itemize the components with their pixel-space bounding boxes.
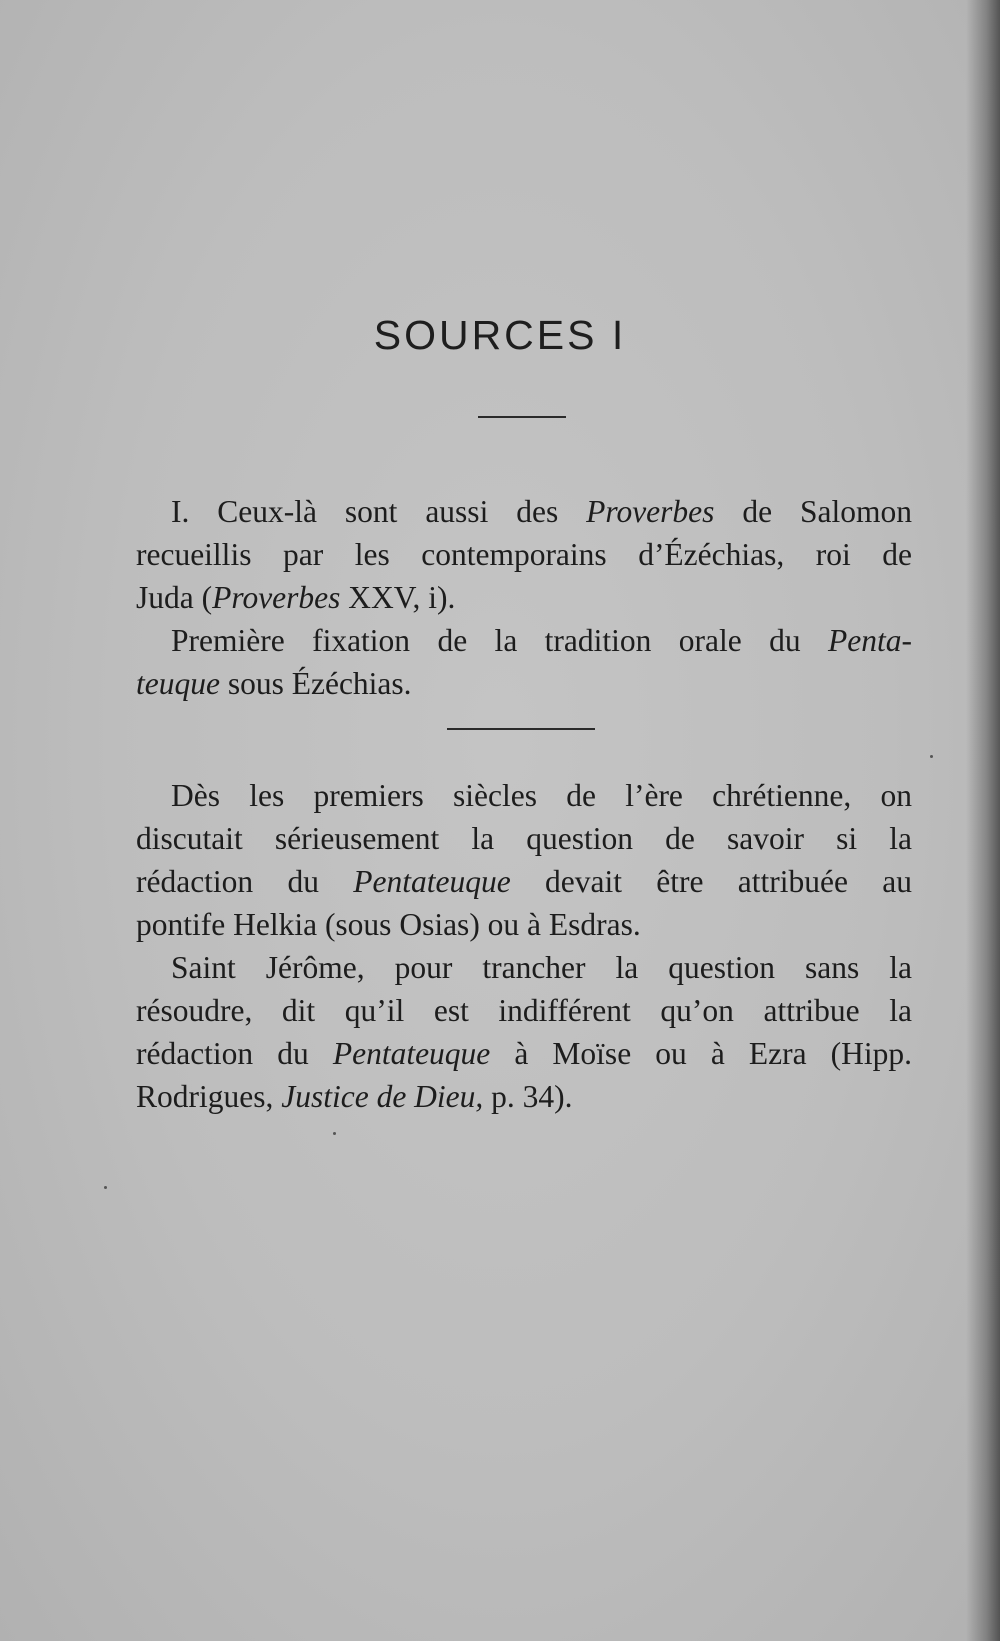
- text-line: [136, 490, 912, 533]
- text-run: pontife Helkia (sous Osias) ou à Esdras.: [136, 907, 641, 942]
- text-run: Juda (: [136, 580, 213, 615]
- text-line: [136, 619, 912, 662]
- section-separator-rule: [447, 728, 595, 730]
- text-line: [136, 576, 912, 619]
- italic-text-run: Proverbes: [586, 494, 715, 529]
- text-run: Dès les premiers siècles de l’ère chrétienne, on: [171, 778, 912, 813]
- text-run: résoudre, dit qu’il est indifférent qu’on attribue la: [136, 993, 912, 1028]
- text-line: [136, 989, 912, 1032]
- text-line: [136, 774, 912, 817]
- italic-text-run: Pentateuque: [353, 864, 511, 899]
- text-line: [136, 533, 912, 576]
- text-run: p. 34).: [483, 1079, 573, 1114]
- text-line: [136, 1075, 912, 1118]
- page-gutter-shadow: [966, 0, 1000, 1641]
- italic-text-run: teuque: [136, 666, 220, 701]
- text-line: [136, 662, 912, 705]
- text-run: rédaction du: [136, 1036, 333, 1071]
- text-run: Rodrigues,: [136, 1079, 282, 1114]
- text-line: [136, 860, 912, 903]
- text-run: recueillis par les contemporains d’Ézéchias, roi de: [136, 537, 912, 572]
- text-line: [136, 946, 912, 989]
- text-run: à Moïse ou à Ezra (Hipp.: [490, 1036, 913, 1071]
- italic-text-run: Proverbes: [212, 580, 341, 615]
- paper-speck: [930, 755, 933, 758]
- text-run: I. Ceux-là sont aussi des: [171, 494, 587, 529]
- title-separator-rule: [478, 416, 566, 418]
- text-run: de Salomon: [714, 494, 912, 529]
- page-title: SOURCES I: [373, 312, 627, 358]
- italic-text-run: Pentateuque: [332, 1036, 491, 1071]
- text-run: Première fixation de la tradition orale du: [171, 623, 829, 658]
- italic-text-run: Penta-: [828, 623, 912, 658]
- text-run: sous Ézéchias.: [219, 666, 412, 701]
- text-run: XXV, i).: [340, 580, 456, 615]
- text-line: [136, 1032, 912, 1075]
- text-run: devait être attribuée au: [510, 864, 913, 899]
- section-1-paragraph: [136, 490, 912, 705]
- paper-speck: [104, 1186, 107, 1189]
- text-line: [136, 903, 912, 946]
- text-run: discutait sérieusement la question de savoir si la: [136, 821, 912, 856]
- text-run: rédaction du: [136, 864, 354, 899]
- italic-text-run: Justice de Dieu,: [281, 1079, 484, 1114]
- section-2-paragraph: [136, 774, 912, 1118]
- text-run: Saint Jérôme, pour trancher la question sans la: [171, 950, 912, 985]
- text-line: [136, 817, 912, 860]
- paper-speck: [333, 1132, 336, 1135]
